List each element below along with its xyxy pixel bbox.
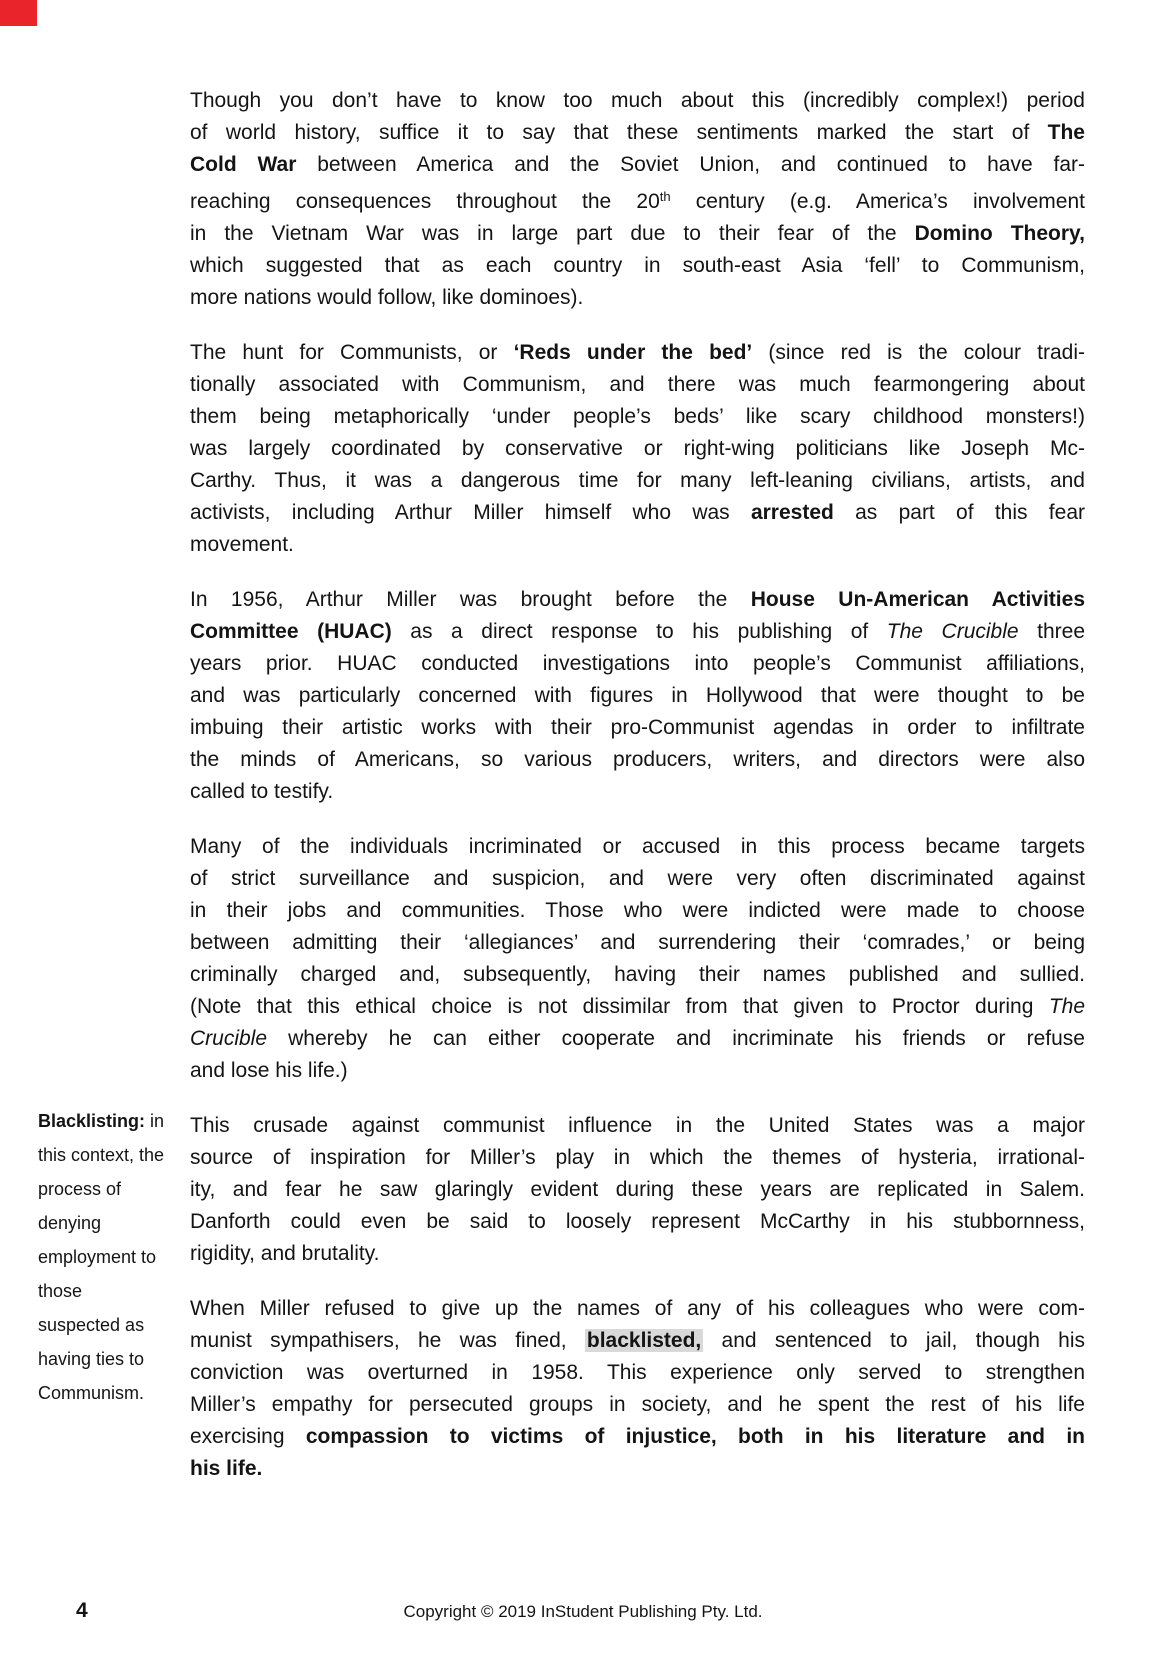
text-run: those <box>38 1281 83 1301</box>
text-run: movement. <box>190 533 294 556</box>
text-run: The Crucible <box>886 620 1019 643</box>
text-run: In 1956, Arthur Miller was brought before the <box>190 588 751 611</box>
text-line <box>190 712 1085 744</box>
text-line <box>190 1238 1085 1270</box>
text-run: in the Vietnam War was in large part due to their fear of the <box>190 222 915 245</box>
text-run: Danforth could even be said to loosely represent McCarthy in his stubbornness, <box>190 1210 1085 1233</box>
text-line <box>190 282 1085 314</box>
copyright-line: Copyright © 2019 InStudent Publishing Pty. Ltd. <box>403 1602 763 1621</box>
text-line <box>190 401 1085 433</box>
text-run: compassion to victims of injustice, both in his literature and in <box>305 1425 1085 1448</box>
text-line <box>190 1055 1085 1087</box>
text-run: in <box>145 1111 165 1131</box>
text-line <box>38 1138 188 1172</box>
text-line <box>38 1342 188 1376</box>
text-line <box>190 584 1085 616</box>
text-line <box>190 1325 1085 1357</box>
text-line <box>190 218 1085 250</box>
text-run: of world history, suffice it to say that these sentiments marked the start of <box>190 121 1048 144</box>
text-line <box>190 497 1085 529</box>
text-run: Miller’s empathy for persecuted groups in society, and he spent the rest of his life <box>190 1393 1085 1416</box>
text-run: was largely coordinated by conservative or right-wing politicians like Joseph Mc- <box>190 437 1085 460</box>
paragraph <box>190 1293 1085 1485</box>
text-line <box>190 149 1085 181</box>
text-line <box>190 744 1085 776</box>
text-run: as part of this fear <box>833 501 1085 524</box>
paragraph <box>190 337 1085 561</box>
text-line <box>190 1357 1085 1389</box>
text-line <box>190 1023 1085 1055</box>
text-run: this context, the <box>38 1145 165 1165</box>
text-run: (since red is the colour tradi- <box>752 341 1086 364</box>
text-line <box>190 465 1085 497</box>
corner-marker <box>0 0 37 26</box>
text-run: source of inspiration for Miller’s play in which the themes of hysteria, irrational- <box>190 1146 1085 1169</box>
text-run: This crusade against communist influence in the United States was a major <box>190 1114 1085 1137</box>
paragraph <box>190 1110 1085 1270</box>
text-run: arrested <box>750 501 834 524</box>
text-run: in their jobs and communities. Those who were indicted were made to choose <box>190 899 1085 922</box>
text-run: When Miller refused to give up the names of any of his colleagues who were com- <box>190 1297 1085 1320</box>
text-run: denying <box>38 1213 102 1233</box>
text-line <box>190 337 1085 369</box>
text-run: reaching consequences throughout the 20 <box>190 190 660 213</box>
text-line <box>38 1240 188 1274</box>
text-line <box>190 529 1085 561</box>
text-line <box>190 927 1085 959</box>
text-run: Many of the individuals incriminated or accused in this process became targets <box>190 835 1085 858</box>
text-run: Blacklisting: <box>38 1111 146 1131</box>
text-line <box>190 1421 1085 1453</box>
paragraph <box>190 831 1085 1087</box>
text-run: of strict surveillance and suspicion, and were very often discriminated against <box>190 867 1085 890</box>
text-run: th <box>659 189 671 204</box>
text-run: years prior. HUAC conducted investigations into people’s Communist affiliations, <box>190 652 1085 675</box>
text-run: conviction was overturned in 1958. This experience only served to strengthen <box>190 1361 1085 1384</box>
text-run: and was particularly concerned with figures in Hollywood that were thought to be <box>190 684 1085 707</box>
text-line <box>190 250 1085 282</box>
text-line <box>190 1389 1085 1421</box>
text-run: century (e.g. America’s involvement <box>670 190 1085 213</box>
text-run: them being metaphorically ‘under people’s beds’ like scary childhood monsters!) <box>190 405 1085 428</box>
text-run: exercising <box>190 1425 306 1448</box>
text-run: the minds of Americans, so various producers, writers, and directors were also <box>190 748 1085 771</box>
text-line <box>190 1142 1085 1174</box>
page-number: 4 <box>76 1599 88 1622</box>
text-line <box>190 959 1085 991</box>
margin-note-blacklisting <box>38 1104 188 1410</box>
text-run: (Note that this ethical choice is not dissimilar from that given to Proctor during <box>190 995 1049 1018</box>
text-run: Crucible <box>190 1027 268 1050</box>
text-line <box>190 680 1085 712</box>
text-run: employment to <box>38 1247 157 1267</box>
text-run: Communism. <box>38 1383 145 1403</box>
text-line <box>190 616 1085 648</box>
text-run: and lose his life.) <box>190 1059 348 1082</box>
text-run: The hunt for Communists, or <box>190 341 514 364</box>
text-line <box>190 895 1085 927</box>
text-line <box>190 433 1085 465</box>
text-run: process of <box>38 1179 122 1199</box>
text-run: Carthy. Thus, it was a dangerous time for many left-leaning civilians, artists, and <box>190 469 1085 492</box>
text-line <box>38 1308 188 1342</box>
text-run: his life. <box>190 1457 263 1480</box>
text-line <box>190 831 1085 863</box>
text-run: The <box>1047 121 1085 144</box>
text-line <box>190 117 1085 149</box>
text-run: between America and the Soviet Union, and continued to have far- <box>296 153 1085 176</box>
text-run: called to testify. <box>190 780 334 803</box>
body-text <box>190 85 1085 1508</box>
text-run: activists, including Arthur Miller himself who was <box>190 501 751 524</box>
text-line <box>38 1172 188 1206</box>
text-run: Committee (HUAC) <box>190 620 392 643</box>
text-line <box>190 648 1085 680</box>
text-run: The <box>1048 995 1085 1018</box>
text-run: imbuing their artistic works with their pro-Communist agendas in order to infiltrate <box>190 716 1085 739</box>
text-run: Domino Theory, <box>914 222 1085 245</box>
text-line <box>38 1206 188 1240</box>
text-run: criminally charged and, subsequently, having their names published and sullied. <box>190 963 1085 986</box>
text-line <box>190 863 1085 895</box>
text-line <box>190 1453 1085 1485</box>
text-run: more nations would follow, like dominoes). <box>190 286 584 309</box>
text-line <box>190 1206 1085 1238</box>
text-run: having ties to <box>38 1349 145 1369</box>
text-run: rigidity, and brutality. <box>190 1242 380 1265</box>
text-run: ‘Reds under the bed’ <box>513 341 753 364</box>
text-run: as a direct response to his publishing of <box>391 620 887 643</box>
text-run: and sentenced to jail, though his <box>703 1329 1085 1352</box>
text-line <box>190 991 1085 1023</box>
text-line <box>190 776 1085 808</box>
text-run: munist sympathisers, he was fined, <box>190 1329 585 1352</box>
text-line <box>190 369 1085 401</box>
text-run: House Un-American Activities <box>750 588 1085 611</box>
text-run: between admitting their ‘allegiances’ and surrendering their ‘comrades,’ or being <box>190 931 1085 954</box>
text-run: tionally associated with Communism, and there was much fearmongering about <box>190 373 1085 396</box>
text-line <box>190 181 1085 218</box>
text-line <box>38 1104 188 1138</box>
text-line <box>190 1293 1085 1325</box>
text-line <box>38 1376 188 1410</box>
text-run: which suggested that as each country in south-east Asia ‘fell’ to Communism, <box>190 254 1085 277</box>
text-line <box>190 1174 1085 1206</box>
text-run: whereby he can either cooperate and incriminate his friends or refuse <box>267 1027 1085 1050</box>
text-run: Cold War <box>190 153 297 176</box>
paragraph <box>190 584 1085 808</box>
text-run: ity, and fear he saw glaringly evident during these years are replicated in Salem. <box>190 1178 1085 1201</box>
text-run: Though you don’t have to know too much about this (incredibly complex!) period <box>190 89 1085 112</box>
highlighted-term: blacklisted, <box>586 1329 702 1352</box>
text-run: three <box>1018 620 1086 643</box>
text-line <box>190 85 1085 117</box>
text-run: suspected as <box>38 1315 145 1335</box>
paragraph <box>190 85 1085 314</box>
text-line <box>190 1110 1085 1142</box>
text-line <box>38 1274 188 1308</box>
